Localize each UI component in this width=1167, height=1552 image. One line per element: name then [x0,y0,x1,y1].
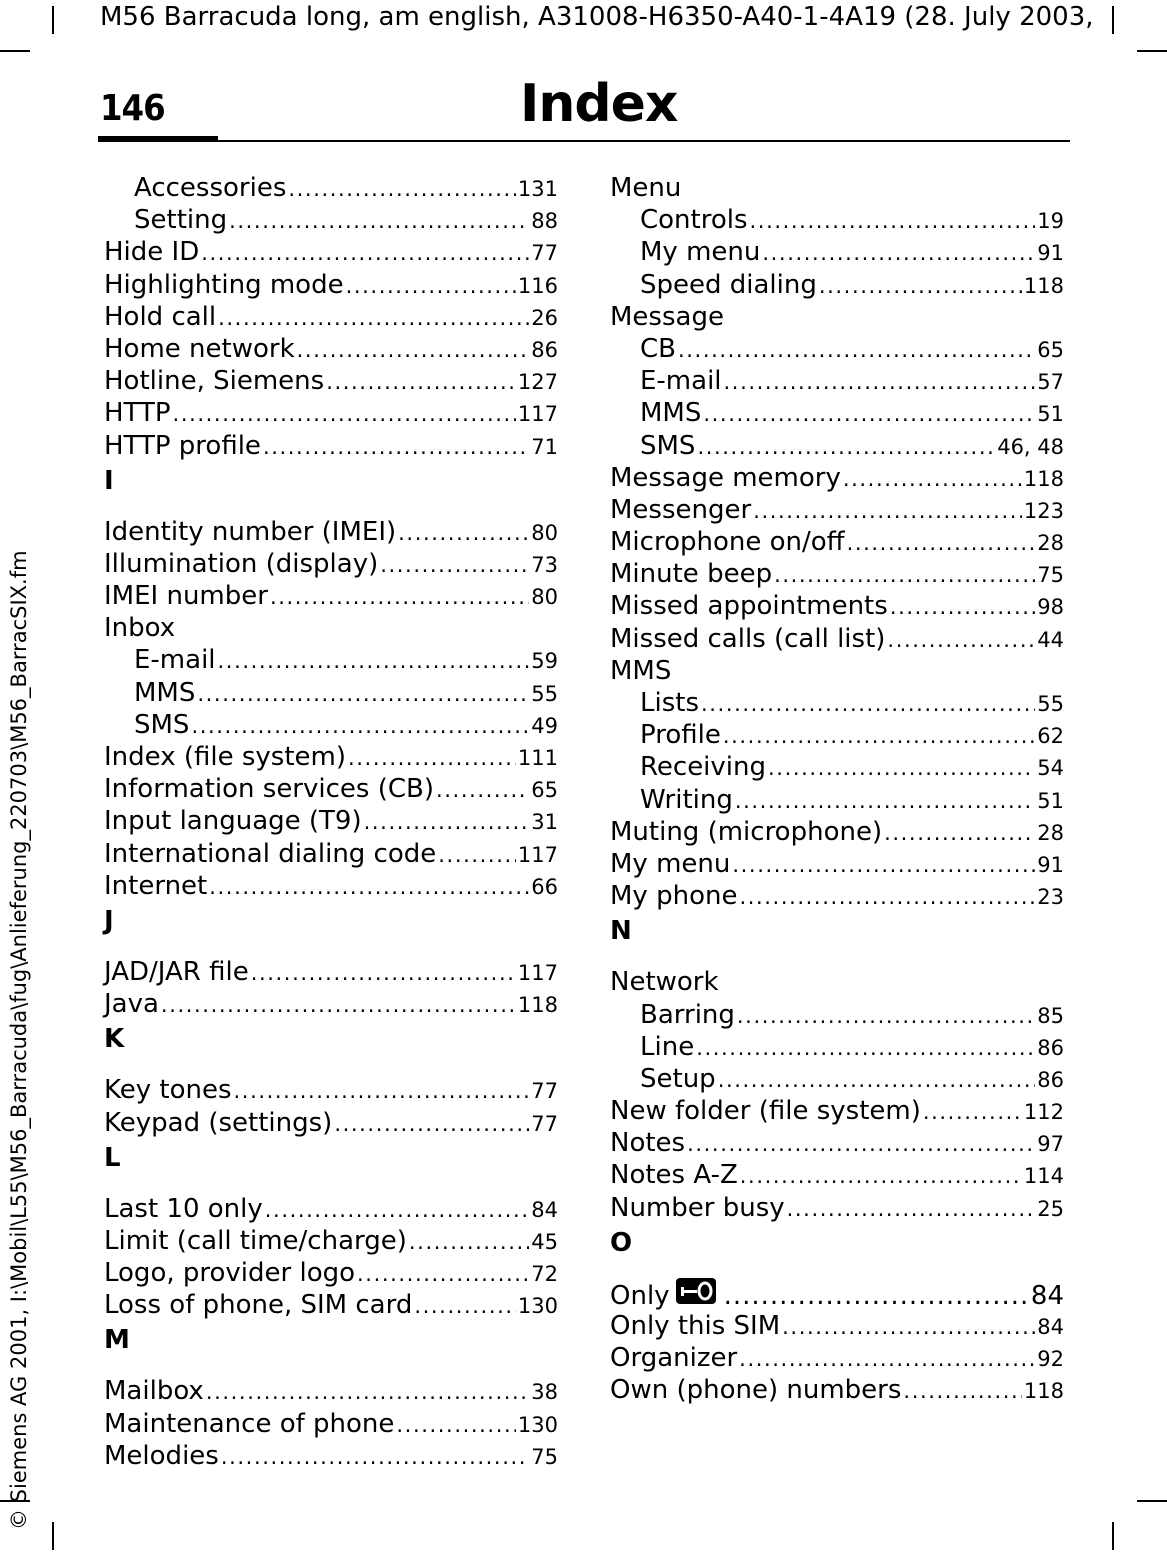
page-reference: 49 [531,713,558,738]
page-reference: 65 [1037,337,1064,362]
entry-label: New folder (file system) [610,1096,921,1127]
dot-leader [364,806,530,838]
entry-label: Key tones [104,1075,232,1106]
index-subentry [610,687,1064,719]
page-reference: 86 [531,337,558,362]
index-entry [104,838,558,870]
section-letter: N [610,916,632,947]
entry-label: Index (file system) [104,742,346,772]
entry-label: Information services (CB) [104,774,434,805]
page-reference: 111 [517,746,558,770]
entry-label: Number busy [610,1192,785,1223]
index-subentry [610,397,1064,429]
index-entry [610,1127,1064,1159]
page-reference: 73 [531,552,558,577]
page-reference: 77 [531,241,558,266]
dot-leader [234,1075,530,1107]
entry-label: MMS [640,398,702,429]
dot-leader [173,398,516,430]
index-entry [104,870,558,902]
dot-leader [887,624,1035,656]
index-heading [610,172,1064,204]
entry-label: E-mail [134,645,216,676]
page-reference: 84 [1037,1315,1064,1339]
dot-leader [697,431,995,463]
dot-leader [718,1064,1036,1096]
page-reference: 97 [1037,1132,1064,1157]
dot-leader [724,366,1036,398]
entry-label: Missed calls (call list) [610,623,886,654]
entry-label: Message [610,301,724,332]
entry-label: Controls [640,205,748,236]
entry-label: Input language (T9) [104,806,362,837]
page-reference: 116 [517,273,558,298]
dot-leader [753,495,1022,527]
dot-leader [206,1376,529,1408]
page-reference: 77 [531,1111,558,1136]
entry-label: Own (phone) numbers [610,1375,902,1406]
page-reference: 91 [1037,241,1064,266]
index-column-right [610,172,1064,1407]
entry-label: Melodies [104,1440,219,1471]
index-entry [104,580,558,612]
page-reference: 59 [531,649,558,674]
page-reference: 118 [517,993,558,1018]
index-subentry [610,333,1064,365]
section-letter: K [104,1024,125,1055]
index-entry [104,741,558,773]
dot-leader [723,720,1035,752]
dot-leader [782,1311,1035,1343]
entry-label: Notes [610,1128,686,1159]
dot-leader [161,989,516,1021]
crop-mark [1137,1500,1167,1502]
index-entry [104,269,558,301]
entry-label: Network [610,967,719,998]
dot-leader [843,463,1022,495]
page-reference: 84 [1030,1280,1064,1311]
entry-label: MMS [134,677,196,708]
dot-leader [438,839,516,871]
section-letter: I [104,465,114,496]
index-subentry [610,1031,1064,1063]
index-subentry [610,204,1064,236]
index-entry [104,1257,558,1289]
index-subentry [610,1063,1064,1095]
dot-leader [740,1160,1022,1192]
dot-leader [819,270,1022,302]
index-entry [610,880,1064,912]
index-entry [610,494,1064,526]
dot-leader [903,1375,1021,1407]
index-entry [104,1074,558,1106]
entry-label: Message memory [610,462,841,493]
page-reference: 86 [1037,1035,1064,1060]
dot-leader [357,1258,529,1290]
dot-leader [251,957,516,989]
dot-leader [191,710,529,742]
index-entry [104,301,558,333]
page-reference: 130 [517,1294,558,1319]
entry-label: Minute beep [610,559,773,590]
index-entry [610,1278,1064,1310]
index-entry [104,956,558,988]
index-subentry [610,719,1064,751]
entry-label: Line [640,1031,695,1062]
page-number: 146 [100,88,165,129]
page-reference: 28 [1037,820,1064,845]
section-letter: J [104,905,114,936]
dot-leader [414,1290,516,1322]
page-reference: 98 [1037,595,1064,620]
index-subentry [104,677,558,709]
dot-leader [265,1194,529,1226]
dot-leader [696,1032,1035,1064]
dot-leader [890,591,1035,623]
index-subentry [610,784,1064,816]
index-entry [104,1375,558,1407]
page-reference: 55 [531,681,558,706]
entry-label: Messenger [610,494,752,525]
page-reference: 55 [1037,692,1064,716]
page-reference: 131 [517,177,558,201]
entry-label: Lists [640,688,699,718]
crop-mark [0,50,30,52]
dot-leader [263,431,529,463]
section-letter: O [610,1227,633,1258]
index-entry [610,526,1064,558]
entry-label: Hide ID [104,237,200,268]
entry-label: Last 10 only [104,1193,263,1224]
dot-leader [703,398,1035,430]
entry-label: Inbox [104,613,176,644]
page-reference: 45 [531,1229,558,1254]
page-reference: 117 [517,402,558,427]
index-entry [610,462,1064,494]
index-entry [610,1095,1064,1127]
dot-leader [735,785,1035,817]
dot-leader [701,688,1035,720]
dot-leader [270,581,529,613]
index-entry [104,1225,558,1257]
entry-label: HTTP [104,398,171,429]
index-subentry [610,269,1064,301]
entry-label: Organizer [610,1343,738,1374]
index-entry [104,1440,558,1472]
entry-label: Writing [640,784,733,815]
page-reference: 130 [517,1412,558,1437]
entry-label: SMS [640,430,696,461]
index-entry [610,590,1064,622]
index-subentry [610,365,1064,397]
page-reference: 114 [1023,1164,1064,1189]
index-subentry [610,999,1064,1031]
section-letter: L [104,1142,121,1173]
entry-label: Identity number (IMEI) [104,516,397,547]
index-entry [610,1374,1064,1406]
index-entry [104,1408,558,1440]
index-entry [104,516,558,548]
page-reference: 19 [1037,209,1064,234]
page-reference: 28 [1037,531,1064,556]
page-reference: 91 [1037,852,1064,877]
page-reference: 72 [531,1262,558,1287]
entry-label: Only this SIM [610,1311,781,1341]
entry-label: Muting (microphone) [610,816,883,847]
dot-leader [297,334,530,366]
dot-leader [218,302,529,334]
entry-label: IMEI number [104,581,268,612]
crop-mark [52,6,54,34]
page-reference: 92 [1037,1347,1064,1372]
entry-label: HTTP profile [104,430,261,461]
entry-label: Loss of phone, SIM card [104,1290,413,1321]
page-reference: 75 [1037,563,1064,588]
dot-leader [409,1226,529,1258]
header-rule [98,140,1070,142]
index-entry [104,1289,558,1321]
page-reference: 84 [531,1197,558,1222]
page-reference: 127 [517,370,558,395]
entry-label: International dialing code [104,838,437,869]
dot-leader [787,1193,1036,1225]
dot-leader [923,1096,1022,1128]
index-heading [104,612,558,644]
dot-leader [724,1280,1029,1312]
dot-leader [288,173,516,205]
copyright-sidebar: © Siemens AG 2001, I:\Mobil\L55\M56_Barracuda\fug\Anlieferung_220703\M56_BarracSIX.fm [7,550,31,1530]
page-reference: 66 [531,874,558,899]
index-entry [104,333,558,365]
entry-label: My menu [640,237,761,268]
dot-leader [334,1108,529,1140]
entry-label: Logo, provider logo [104,1258,356,1289]
crop-mark [1112,6,1114,34]
entry-label: Mailbox [104,1376,204,1407]
page-reference: 46, 48 [997,434,1064,459]
dot-leader [218,645,530,677]
index-entry [610,848,1064,880]
dot-leader [687,1128,1035,1160]
dot-leader [774,559,1035,591]
entry-label: Setting [134,205,228,236]
page-reference: 75 [531,1444,558,1469]
crop-mark [1137,50,1167,52]
index-entry [104,805,558,837]
index-entry [104,365,558,397]
entry-label: Highlighting mode [104,269,344,300]
page-reference: 51 [1037,402,1064,427]
index-entry [610,1342,1064,1374]
index-entry [104,988,558,1020]
dot-leader [739,881,1035,913]
dot-leader [396,1409,516,1441]
dot-leader [221,1441,529,1473]
index-subentry [610,236,1064,268]
entry-label: Barring [640,999,735,1030]
dot-leader [884,817,1035,849]
index-heading [610,966,1064,998]
section-letter: M [104,1325,130,1356]
entry-label: Setup [640,1063,716,1094]
page-reference: 86 [1037,1067,1064,1092]
entry-label: Hotline, Siemens [104,366,325,397]
entry-label: Hold call [104,301,217,332]
page-reference: 31 [531,810,558,835]
dot-leader [847,527,1036,559]
dot-leader [201,237,529,269]
dot-leader [750,205,1036,237]
dot-leader [346,270,516,302]
crop-mark [1112,1522,1114,1550]
page-reference: 80 [531,520,558,545]
key-lock-icon [676,1278,716,1304]
index-column-left [104,172,558,1472]
dot-leader [209,871,529,903]
dot-leader [768,752,1035,784]
index-entry [610,623,1064,655]
index-subentry [104,204,558,236]
dot-leader [398,517,529,549]
page-reference: 117 [517,842,558,867]
index-entry [610,1159,1064,1191]
page-reference: 71 [531,434,558,459]
index-subentry [104,644,558,676]
index-entry [104,548,558,580]
index-entry [610,816,1064,848]
entry-label: Microphone on/off [610,527,845,558]
crop-mark [52,1522,54,1550]
dot-leader [380,549,529,581]
page-reference: 62 [1037,724,1064,749]
dot-leader [739,1343,1035,1375]
entry-label: SMS [134,709,190,740]
page-reference: 117 [517,960,558,985]
entry-label: Receiving [640,752,767,783]
page-reference: 26 [531,305,558,330]
entry-label: E-mail [640,366,722,397]
page-reference: 38 [531,1380,558,1405]
page-reference: 54 [1037,756,1064,781]
entry-label: Profile [640,720,721,751]
entry-label: My menu [610,848,731,879]
index-entry [104,236,558,268]
page-reference: 112 [1023,1100,1064,1125]
index-subentry [104,172,558,204]
dot-leader [678,334,1035,366]
index-subentry [610,430,1064,462]
index-entry [104,430,558,462]
index-entry [104,1107,558,1139]
dot-leader [762,237,1035,269]
index-subentry [104,709,558,741]
page-reference: 77 [531,1079,558,1104]
entry-label: Menu [610,173,682,203]
dot-leader [229,205,529,237]
entry-label: Speed dialing [640,269,817,300]
entry-label: Limit (call time/charge) [104,1225,407,1256]
entry-label: Missed appointments [610,591,888,622]
entry-label: Java [104,989,159,1020]
page-reference: 88 [531,209,558,234]
entry-label: Accessories [134,173,287,203]
index-entry [104,397,558,429]
dot-leader [326,366,516,398]
page-reference: 118 [1023,273,1064,298]
dot-leader [737,1000,1035,1032]
page-reference: 80 [531,585,558,610]
index-entry [104,1193,558,1225]
index-entry [104,773,558,805]
entry-label: My phone [610,881,738,912]
entry-label: Internet [104,870,208,901]
dot-leader [732,849,1035,881]
entry-label: Keypad (settings) [104,1107,333,1138]
page-reference: 85 [1037,1003,1064,1028]
page-reference: 23 [1037,885,1064,910]
document-header-line: M56 Barracuda long, am english, A31008-H6350-A40-1-4A19 (28. July 2003, [100,2,1094,32]
entry-label: JAD/JAR file [104,956,249,987]
entry-label: Illumination (display) [104,548,379,579]
page-reference: 118 [1023,466,1064,491]
index-subentry [610,751,1064,783]
entry-label: MMS [610,655,672,686]
index-heading [610,301,1064,333]
dot-leader [348,742,516,774]
index-entry [610,1192,1064,1224]
entry-label: Home network [104,333,295,364]
index-entry [610,558,1064,590]
index-entry [610,1310,1064,1342]
index-heading [610,655,1064,687]
dot-leader [436,774,529,806]
page-title: Index [520,74,678,134]
page-reference: 118 [1023,1379,1064,1404]
page-reference: 25 [1037,1196,1064,1221]
page-reference: 57 [1037,370,1064,395]
page-reference: 51 [1037,788,1064,813]
entry-label: Notes A-Z [610,1160,738,1191]
page-reference: 65 [531,778,558,803]
dot-leader [197,678,529,710]
entry-label: Maintenance of phone [104,1408,395,1439]
entry-label: Only [610,1280,670,1311]
entry-label: CB [640,333,676,364]
page-reference: 123 [1023,498,1064,523]
page-reference: 44 [1037,627,1064,652]
